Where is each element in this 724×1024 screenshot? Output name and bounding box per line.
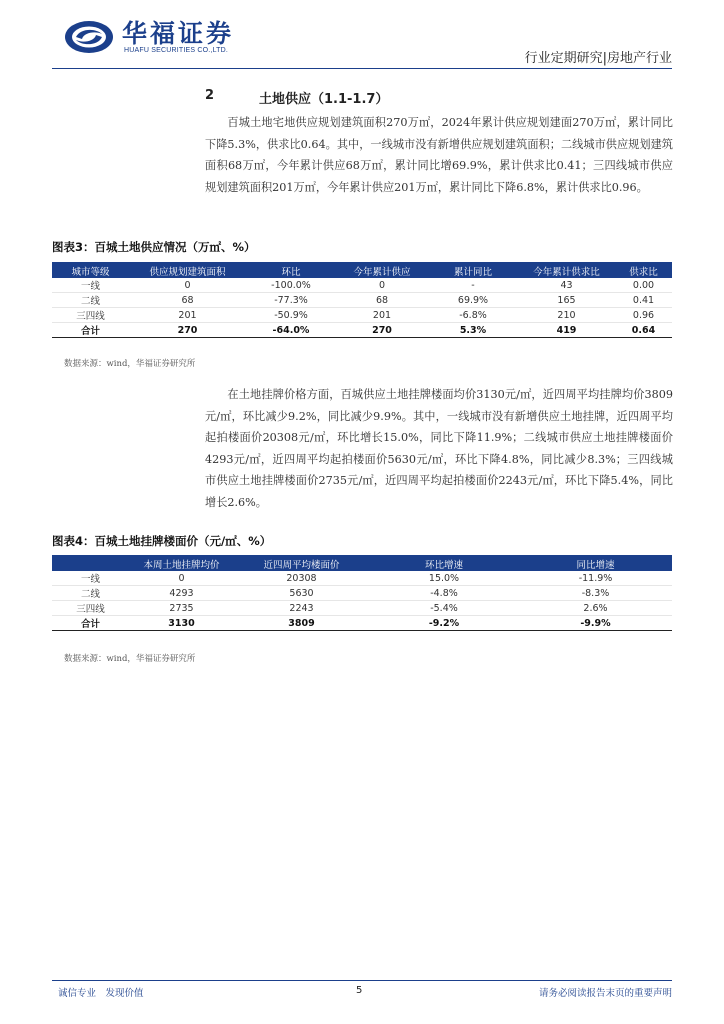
table-cell: 0.00 — [615, 278, 672, 293]
table-cell: 一线 — [52, 278, 129, 293]
table-total-row — [52, 323, 672, 338]
table-cell: 210 — [518, 308, 615, 323]
table3-title: 图表3：百城土地供应情况（万㎡、%） — [52, 240, 256, 254]
table3-header-cell: 城市等级 — [52, 263, 129, 279]
footer-slogan: 诚信专业 发现价值 — [58, 988, 144, 999]
table-row — [52, 278, 672, 293]
section-title: 土地供应（1.1-1.7） — [259, 92, 389, 107]
table-cell: -11.9% — [519, 571, 672, 586]
header-divider — [52, 68, 672, 69]
table-cell: 0.64 — [615, 323, 672, 338]
table-cell: 68 — [336, 293, 428, 308]
table-cell: 43 — [518, 278, 615, 293]
table-row — [52, 586, 672, 601]
table-cell: 2735 — [129, 601, 234, 616]
table-cell: -8.3% — [519, 586, 672, 601]
table-cell: 68 — [129, 293, 246, 308]
table-cell: -77.3% — [246, 293, 336, 308]
table4-header-row — [52, 556, 672, 572]
table-cell: 三四线 — [52, 308, 129, 323]
table-cell: -9.9% — [519, 616, 672, 631]
table-row — [52, 601, 672, 616]
table4-header-cell: 本周土地挂牌均价 — [129, 556, 234, 572]
table-cell: 2.6% — [519, 601, 672, 616]
table-cell: 3130 — [129, 616, 234, 631]
table-cell: 20308 — [234, 571, 369, 586]
huafu-logo-icon — [64, 20, 114, 54]
table4-land-price — [52, 555, 672, 631]
table-cell: -4.8% — [369, 586, 519, 601]
table-cell: -6.8% — [428, 308, 518, 323]
paragraph-land-supply — [205, 112, 673, 198]
logo-english-name: HUAFU SECURITIES CO.,LTD. — [124, 47, 229, 54]
logo-chinese-name: 华福证券 — [122, 19, 235, 48]
table-cell: 270 — [129, 323, 246, 338]
table-cell: 165 — [518, 293, 615, 308]
table-cell: 合计 — [52, 616, 129, 631]
table-row — [52, 293, 672, 308]
footer-divider — [52, 980, 672, 981]
table3-source: 数据来源：wind，华福证券研究所 — [64, 359, 196, 369]
table-cell: 二线 — [52, 293, 129, 308]
table3-header-cell: 今年累计供求比 — [518, 263, 615, 279]
table-total-row — [52, 616, 672, 631]
table-cell: 5630 — [234, 586, 369, 601]
table-cell: 201 — [129, 308, 246, 323]
table-cell: -64.0% — [246, 323, 336, 338]
table4-header-cell — [52, 556, 129, 572]
table-cell: 201 — [336, 308, 428, 323]
table-cell: 270 — [336, 323, 428, 338]
report-type: 行业定期研究|房地产行业 — [524, 51, 672, 66]
table-cell: 二线 — [52, 586, 129, 601]
table4-header-cell: 同比增速 — [519, 556, 672, 572]
table3-header-row — [52, 263, 672, 279]
table3-header-cell: 供求比 — [615, 263, 672, 279]
paragraph-land-price — [205, 384, 673, 513]
table3-header-cell: 供应规划建筑面积 — [129, 263, 246, 279]
table4-title: 图表4：百城土地挂牌楼面价（元/㎡、%） — [52, 534, 272, 548]
table-cell: 419 — [518, 323, 615, 338]
table-cell: -5.4% — [369, 601, 519, 616]
paragraph-text: 在土地挂牌价格方面，百城供应土地挂牌楼面均价3130元/㎡，近四周平均挂牌均价3809元/㎡，环比减少9.2%，同比减少9.9%。其中，一线城市没有新增供应土地挂牌，近四周平均起拍楼面价20308元/㎡，环比增长15.0%，同比下降11.9%；二线城市供应土地挂牌楼面价4293元/㎡，近四周平均起拍楼面价5630元/㎡，环比下降4.8%，同比减少8.3%；三四线城市供应土地挂牌楼面价2735元/㎡，近四周平均起拍楼面价2243元/㎡，环比下降5.4%，同比增长2.6%。 — [205, 388, 673, 509]
table-cell: -50.9% — [246, 308, 336, 323]
table4-header-cell: 近四周平均楼面价 — [234, 556, 369, 572]
table-row — [52, 308, 672, 323]
footer-disclaimer: 请务必阅读报告末页的重要声明 — [538, 988, 672, 999]
table3-land-supply — [52, 262, 672, 338]
table4-source: 数据来源：wind，华福证券研究所 — [64, 654, 196, 664]
table-cell: 0.41 — [615, 293, 672, 308]
table-cell: 3809 — [234, 616, 369, 631]
table-cell: - — [428, 278, 518, 293]
table-cell: 0 — [129, 571, 234, 586]
table-cell: 三四线 — [52, 601, 129, 616]
table-cell: 一线 — [52, 571, 129, 586]
table-row — [52, 571, 672, 586]
table-cell: 合计 — [52, 323, 129, 338]
table4-header-cell: 环比增速 — [369, 556, 519, 572]
table-cell: 0 — [336, 278, 428, 293]
table-cell: -9.2% — [369, 616, 519, 631]
table-cell: -100.0% — [246, 278, 336, 293]
table-cell: 2243 — [234, 601, 369, 616]
table-cell: 0 — [129, 278, 246, 293]
section-number: 2 — [205, 88, 215, 103]
table-cell: 0.96 — [615, 308, 672, 323]
table-cell: 15.0% — [369, 571, 519, 586]
table3-header-cell: 今年累计供应 — [336, 263, 428, 279]
table3-header-cell: 累计同比 — [428, 263, 518, 279]
page-number: 5 — [356, 985, 363, 996]
table3-header-cell: 环比 — [246, 263, 336, 279]
table-cell: 4293 — [129, 586, 234, 601]
paragraph-text: 百城土地宅地供应规划建筑面积270万㎡，2024年累计供应规划建面270万㎡，累计同比下降5.3%，供求比0.64。其中，一线城市没有新增供应规划建筑面积；二线城市供应规划建筑面积68万㎡，今年累计供应68万㎡，累计同比增69.9%，累计供求比0.41；三四线城市供应规划建筑面积201万㎡，今年累计供应201万㎡，累计同比下降6.8%，累计供求比0.96。 — [205, 116, 673, 194]
table-cell: 69.9% — [428, 293, 518, 308]
table-cell: 5.3% — [428, 323, 518, 338]
